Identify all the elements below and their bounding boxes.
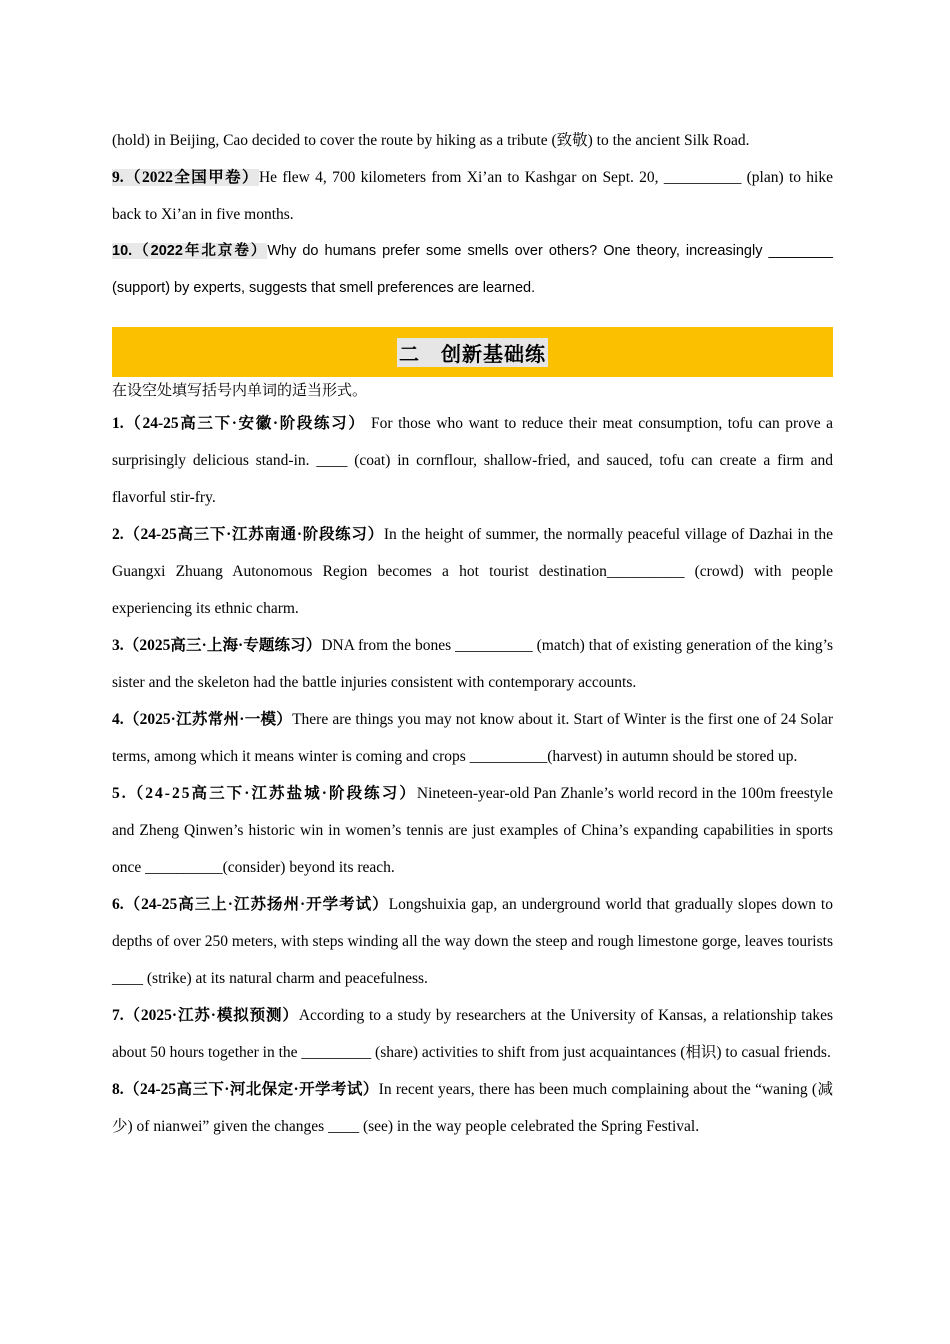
question-text-before: He flew 4, 700 kilometers from Xi’an to Kashgar on Sept. 20, (258, 169, 664, 186)
question-text-before: There are things you may not know about it. Start of Winter is the first one of 24 Solar terms, among which it means winter is coming and crops (112, 711, 834, 765)
question-source: 10.（2022年北京卷） (112, 243, 268, 259)
question-source: 1.（24-25高三下·安徽·阶段练习） (112, 415, 366, 432)
question-text-after: (coat) in cornflour, shallow-fried, and sauced, tofu can create a firm and flavorful stir-fry. (112, 452, 833, 506)
question-text-after: (plan) to hike back to Xi’an in five months. (112, 169, 833, 223)
answer-blank[interactable]: ____ (112, 970, 143, 987)
answer-blank[interactable]: __________ (663, 169, 742, 186)
question-2 (112, 516, 833, 627)
question-4 (112, 701, 833, 775)
question-text-after: (harvest) in autumn should be stored up. (547, 748, 798, 765)
answer-blank[interactable]: __________ (469, 748, 548, 765)
continued-paragraph: (hold) in Beijing, Cao decided to cover the route by hiking as a tribute (致敬) to the ancient Silk Road. (112, 132, 750, 149)
question-source: 2.（24-25高三下·江苏南通·阶段练习） (112, 526, 384, 543)
question-6 (112, 886, 833, 997)
section-header-bar (112, 327, 833, 377)
question-source: 9.（2022全国甲卷） (112, 169, 259, 186)
question-text-before: Longshuixia gap, an underground world that gradually slopes down to depths of over 250 meters, with steps winding all the way down the steep and rough limestone gorge, leaves tourists (112, 896, 833, 950)
question-source: 3.（2025高三·上海·专题练习） (112, 637, 322, 654)
answer-blank[interactable]: __________ (606, 563, 685, 580)
section-title: 二 创新基础练 (397, 338, 548, 367)
question-text-before: DNA from the bones (321, 637, 456, 654)
question-text-before: In recent years, there has been much complaining about the “waning (减少) of nianwei” given the changes (112, 1081, 833, 1135)
question-source: 5.（24-25高三下·江苏盐城·阶段练习） (112, 785, 417, 802)
question-source: 7.（2025·江苏·模拟预测） (112, 1007, 299, 1024)
section-instruction: 在设空处填写括号内单词的适当形式。 (112, 383, 368, 399)
question-1 (112, 405, 833, 516)
question-text-before: According to a study by researchers at the University of Kansas, a relationship takes about 50 hours together in the (112, 1007, 833, 1061)
answer-blank[interactable]: __________ (145, 859, 223, 876)
question-text-after: (share) activities to shift from just acquaintances (相识) to casual friends. (371, 1044, 831, 1061)
question-source: 4.（2025·江苏常州·一模） (112, 711, 293, 728)
question-source: 6.（24-25高三上·江苏扬州·开学考试） (112, 896, 389, 913)
answer-blank[interactable]: _________ (301, 1044, 372, 1061)
answer-blank[interactable]: ____ (316, 452, 348, 469)
question-text-after: (crowd) with people experiencing its ethnic charm. (112, 563, 833, 617)
question-text-after: (support) by experts, suggests that smell preferences are learned. (112, 280, 536, 296)
answer-blank[interactable]: ____ (328, 1118, 360, 1135)
question-9 (112, 159, 833, 233)
question-7 (112, 997, 833, 1071)
question-text-after: (strike) at its natural charm and peacefulness. (143, 970, 428, 987)
question-text-before: Why do humans prefer some smells over others? One theory, increasingly (267, 243, 769, 259)
question-source: 8.（24-25高三下·河北保定·开学考试） (112, 1081, 379, 1098)
question-10 (112, 233, 833, 307)
question-text-before: In the height of summer, the normally peaceful village of Dazhai in the Guangxi Zhuang Autonomous Region becomes a hot tourist destination (112, 526, 833, 580)
question-text-after: (consider) beyond its reach. (222, 859, 395, 876)
question-text-after: (match) that of existing generation of the king’s sister and the skeleton had the battle injuries consistent with contemporary accounts. (112, 637, 834, 691)
question-text-before: Nineteen-year-old Pan Zhanle’s world record in the 100m freestyle and Zheng Qinwen’s historic win in women’s tennis are just examples of China’s expanding capabilities in sports once (112, 785, 833, 876)
question-8 (112, 1071, 833, 1145)
answer-blank[interactable]: ________ (768, 243, 833, 259)
question-5 (112, 775, 833, 886)
question-text-after: (see) in the way people celebrated the Spring Festival. (359, 1118, 700, 1135)
page-content (112, 122, 833, 1145)
answer-blank[interactable]: __________ (455, 637, 533, 654)
question-3 (112, 627, 833, 701)
question-text-before: For those who want to reduce their meat consumption, tofu can prove a surprisingly delicious stand-in. (112, 415, 833, 469)
